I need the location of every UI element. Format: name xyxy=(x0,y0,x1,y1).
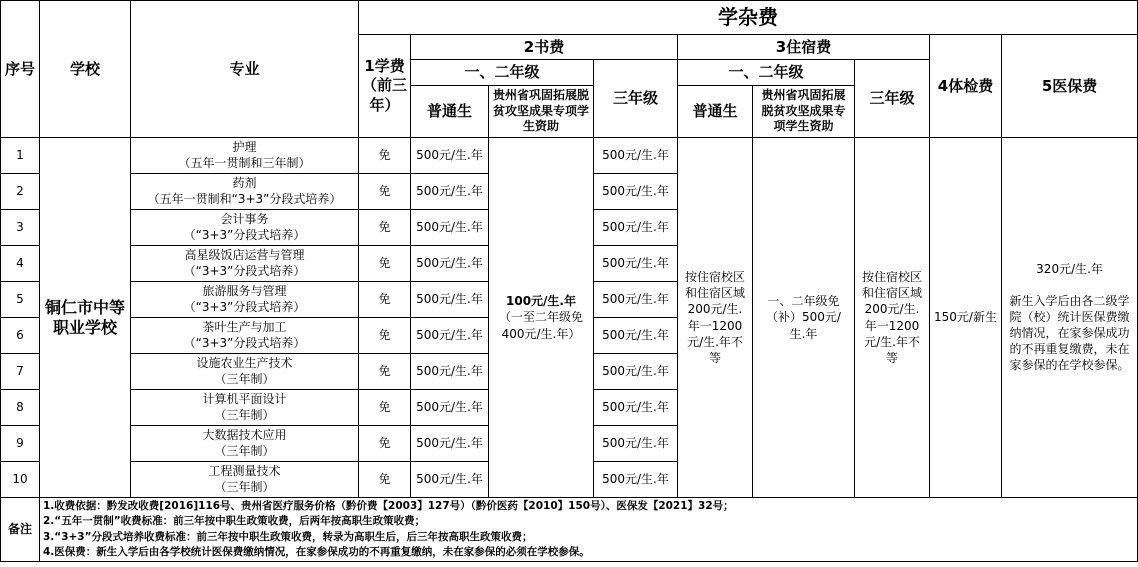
row-no: 7 xyxy=(1,354,40,390)
major-cell xyxy=(131,390,359,426)
major-cell xyxy=(131,354,359,390)
row-no: 9 xyxy=(1,426,40,462)
major-cell xyxy=(131,246,359,282)
tuition-cell: 免 xyxy=(359,318,411,354)
book-normal-cell: 500元/生.年 xyxy=(411,282,489,318)
tuition-cell: 免 xyxy=(359,426,411,462)
major-name: 旅游服务与管理 xyxy=(202,283,287,298)
lodging-grade3-cell: 按住宿校区和住宿区域200元/生.年一1200元/生.年不等 xyxy=(855,138,930,498)
header-books-normal: 普通生 xyxy=(411,86,489,138)
book-normal-cell: 500元/生.年 xyxy=(411,318,489,354)
book-grade3-cell: 500元/生.年 xyxy=(594,462,678,498)
tuition-cell: 免 xyxy=(359,210,411,246)
note-line: 2.“五年一贯制”收费标准：前三年按中职生政策收费，后两年按高职生政策收费； xyxy=(43,515,426,528)
book-normal-cell: 500元/生.年 xyxy=(411,174,489,210)
major-sub: （“3+3”分段式培养） xyxy=(183,227,306,242)
book-normal-cell: 500元/生.年 xyxy=(411,354,489,390)
book-poverty-main: 100元/生.年 xyxy=(506,294,576,309)
major-name: 计算机平面设计 xyxy=(202,391,287,406)
header-school: 学校 xyxy=(40,1,131,138)
major-cell xyxy=(131,282,359,318)
major-sub: （三年制） xyxy=(214,479,275,494)
book-grade3-cell: 500元/生.年 xyxy=(594,390,678,426)
major-name: 茶叶生产与加工 xyxy=(202,319,287,334)
header-books: 2书费 xyxy=(411,35,678,60)
major-cell xyxy=(131,462,359,498)
book-normal-cell: 500元/生.年 xyxy=(411,138,489,174)
major-cell xyxy=(131,138,359,174)
medical-amount: 320元/生.年 xyxy=(1036,262,1103,277)
row-no: 6 xyxy=(1,318,40,354)
book-grade3-cell: 500元/生.年 xyxy=(594,318,678,354)
major-name: 会计事务 xyxy=(220,211,269,226)
book-grade3-cell: 500元/生.年 xyxy=(594,426,678,462)
header-books-grade3: 三年级 xyxy=(594,60,678,138)
header-books-grade12: 一、二年级 xyxy=(411,60,594,86)
header-lodging-poverty: 贵州省巩固拓展脱贫攻坚成果专项学生资助 xyxy=(753,86,855,138)
row-no: 1 xyxy=(1,138,40,174)
header-lodging-normal: 普通生 xyxy=(678,86,753,138)
major-sub: （三年制） xyxy=(214,407,275,422)
medical-fee-cell xyxy=(1002,138,1138,498)
tuition-cell: 免 xyxy=(359,174,411,210)
book-grade3-cell: 500元/生.年 xyxy=(594,138,678,174)
note-line: 1.收费依据：黔发改收费[2016]116号、贵州省医疗服务价格（黔价费【2003】127号）（黔价医药【2010】150号）、医保发【2021】32号； xyxy=(43,500,734,513)
tuition-cell: 免 xyxy=(359,282,411,318)
book-grade3-cell: 500元/生.年 xyxy=(594,246,678,282)
row-no: 4 xyxy=(1,246,40,282)
notes-label: 备注 xyxy=(1,498,40,562)
major-sub: （“3+3”分段式培养） xyxy=(183,299,306,314)
medical-note: 新生入学后由各二级学院（校）统计医保费缴纳情况，在家参保成功的不再重复缴费，未在家参保的在学校参保。 xyxy=(1009,293,1130,373)
row-no: 3 xyxy=(1,210,40,246)
tuition-cell: 免 xyxy=(359,138,411,174)
header-medical: 5医保费 xyxy=(1002,35,1138,138)
major-sub: （“3+3”分段式培养） xyxy=(183,263,306,278)
major-name: 药剂 xyxy=(232,175,257,190)
header-misc-fee: 学杂费 xyxy=(359,1,1138,35)
book-grade3-cell: 500元/生.年 xyxy=(594,354,678,390)
header-tuition: 1学费（前三年） xyxy=(359,35,411,138)
major-sub: （三年制） xyxy=(214,371,275,386)
tuition-cell: 免 xyxy=(359,354,411,390)
book-grade3-cell: 500元/生.年 xyxy=(594,210,678,246)
tuition-cell: 免 xyxy=(359,390,411,426)
major-name: 高星级饭店运营与管理 xyxy=(184,247,305,262)
book-normal-cell: 500元/生.年 xyxy=(411,246,489,282)
notes-cell xyxy=(40,498,1138,562)
header-lodging-grade3: 三年级 xyxy=(855,60,930,138)
major-name: 工程测量技术 xyxy=(208,463,281,478)
row-no: 8 xyxy=(1,390,40,426)
book-grade3-cell: 500元/生.年 xyxy=(594,282,678,318)
header-lodging-grade12: 一、二年级 xyxy=(678,60,855,86)
major-name: 设施农业生产技术 xyxy=(196,355,293,370)
book-normal-cell: 500元/生.年 xyxy=(411,462,489,498)
major-sub: （三年制） xyxy=(214,443,275,458)
header-seq: 序号 xyxy=(1,1,40,138)
row-no: 5 xyxy=(1,282,40,318)
major-cell xyxy=(131,318,359,354)
book-normal-cell: 500元/生.年 xyxy=(411,210,489,246)
major-sub: （“3+3”分段式培养） xyxy=(183,335,306,350)
book-poverty-cell xyxy=(489,138,594,498)
header-books-poverty: 贵州省巩固拓展脱贫攻坚成果专项学生资助 xyxy=(489,86,594,138)
book-grade3-cell: 500元/生.年 xyxy=(594,174,678,210)
note-line: 4.医保费：新生入学后由各学校统计医保费缴纳情况，在家参保成功的不再重复缴纳，未在家参保的必须在学校参保。 xyxy=(43,545,590,558)
row-no: 10 xyxy=(1,462,40,498)
header-lodging: 3住宿费 xyxy=(678,35,930,60)
tuition-cell: 免 xyxy=(359,246,411,282)
row-no: 2 xyxy=(1,174,40,210)
header-physical: 4体检费 xyxy=(930,35,1002,138)
major-cell xyxy=(131,174,359,210)
major-sub: （五年一贯制和“3+3”分段式培养） xyxy=(147,191,342,206)
school-name: 铜仁市中等职业学校 xyxy=(40,138,131,498)
major-cell xyxy=(131,210,359,246)
book-poverty-sub: （一至二年级免400元/生.年） xyxy=(498,310,583,341)
tuition-cell: 免 xyxy=(359,462,411,498)
book-normal-cell: 500元/生.年 xyxy=(411,390,489,426)
book-normal-cell: 500元/生.年 xyxy=(411,426,489,462)
header-major: 专业 xyxy=(131,1,359,138)
lodging-poverty-cell: 一、二年级免（补）500元/生.年 xyxy=(753,138,855,498)
major-name: 大数据技术应用 xyxy=(202,427,287,442)
note-line: 3.“3+3”分段式培养收费标准：前三年按中职生政策收费，转录为高职生后，后三年按高职生政策收费； xyxy=(43,530,533,543)
lodging-normal-cell: 按住宿校区和住宿区域200元/生.年一1200元/生.年不等 xyxy=(678,138,753,498)
major-name: 护理 xyxy=(232,139,257,154)
physical-fee-cell: 150元/新生 xyxy=(930,138,1002,498)
major-sub: （五年一贯制和三年制） xyxy=(178,155,311,170)
major-cell xyxy=(131,426,359,462)
